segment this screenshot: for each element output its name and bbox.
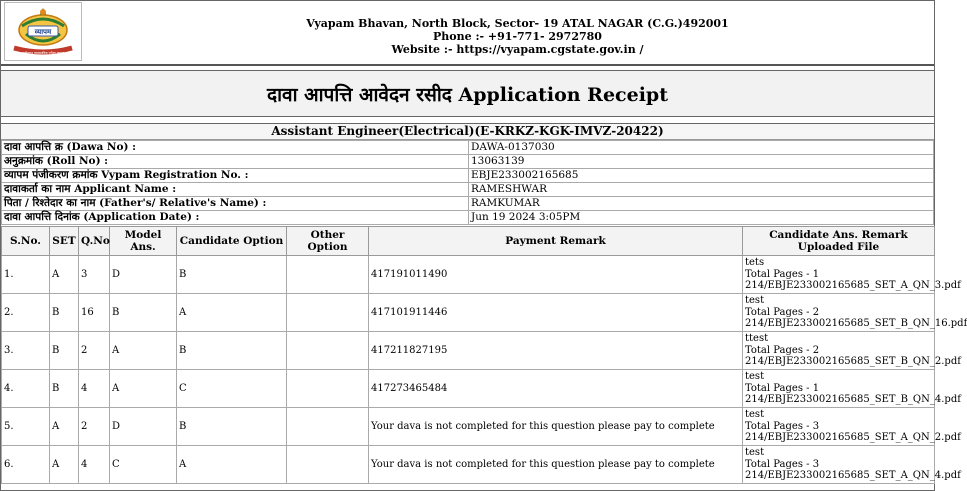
- remark-pages: Total Pages - 2: [745, 344, 820, 356]
- cell-set: A: [50, 408, 79, 446]
- cell-sno: 5.: [2, 408, 50, 446]
- cell-other-option: [287, 446, 369, 484]
- cell-sno: 3.: [2, 332, 50, 370]
- address-line: Vyapam Bhavan, North Block, Sector- 19 ATAL NAGAR (C.G.)492001: [306, 17, 729, 30]
- vyapam-emblem-icon: [8, 4, 78, 59]
- col-header-qno: Q.No: [79, 227, 110, 256]
- info-row-father-name: [2, 197, 934, 211]
- info-row-application-date: [2, 211, 934, 225]
- remark-pages: Total Pages - 3: [745, 420, 820, 432]
- table-row: [2, 408, 935, 446]
- remark-pages: Total Pages - 1: [745, 268, 820, 280]
- remark-file[interactable]: 214/EBJE233002165685_SET_B_QN_2.pdf: [745, 356, 961, 368]
- remark-text: ttest: [745, 333, 769, 345]
- cell-payment-remark: 417211827195: [369, 332, 743, 370]
- cell-payment-remark: 417191011490: [369, 256, 743, 294]
- vyapam-logo: [4, 2, 82, 61]
- cell-set: A: [50, 256, 79, 294]
- info-label: दावा आपत्ति क्र (Dawa No) :: [2, 141, 469, 155]
- remark-text: test: [745, 295, 765, 307]
- cell-set: A: [50, 446, 79, 484]
- info-value: RAMKUMAR: [469, 197, 934, 211]
- col-header-remark: [743, 227, 935, 256]
- info-value: DAWA-0137030: [469, 141, 934, 155]
- applicant-info-table: [1, 140, 934, 225]
- info-label: दावाकर्ता का नाम Applicant Name :: [2, 183, 469, 197]
- cell-qno: 16: [79, 294, 110, 332]
- cell-set: B: [50, 294, 79, 332]
- cell-model-ans: A: [110, 370, 177, 408]
- col-header-candidate-option: Candidate Option: [177, 227, 287, 256]
- cell-remark: [743, 370, 961, 408]
- cell-remark: [743, 332, 961, 370]
- col-header-sno: S.No.: [2, 227, 50, 256]
- info-label: व्यापम पंजीकरण क्रमांक Vypam Registration No. :: [2, 169, 469, 183]
- cell-remark: [743, 408, 961, 446]
- cell-qno: 2: [79, 408, 110, 446]
- cell-sno: 6.: [2, 446, 50, 484]
- cell-model-ans: B: [110, 294, 177, 332]
- table-row: [2, 256, 935, 294]
- cell-other-option: [287, 332, 369, 370]
- post-title: Assistant Engineer(Electrical)(E-KRKZ-KGK-IMVZ-20422): [1, 123, 934, 140]
- cell-set: B: [50, 370, 79, 408]
- col-header-model-ans: Model Ans.: [110, 227, 177, 256]
- cell-remark: [743, 446, 961, 484]
- col-header-set: SET: [50, 227, 79, 256]
- info-row-dawa-no: [2, 141, 934, 155]
- remark-text: test: [745, 409, 765, 421]
- col-header-remark-line2: Uploaded File: [797, 241, 880, 253]
- remark-text: test: [745, 447, 765, 459]
- cell-candidate-option: A: [177, 446, 287, 484]
- svg-text:छत्तीसगढ़ व्यावसायिक परीक्षा म: छत्तीसगढ़ व्यावसायिक परीक्षा मण्डल: [21, 51, 65, 55]
- cell-other-option: [287, 256, 369, 294]
- page-title: दावा आपत्ति आवेदन रसीद Application Receipt: [1, 70, 934, 117]
- cell-model-ans: D: [110, 256, 177, 294]
- remark-pages: Total Pages - 2: [745, 306, 820, 318]
- cell-set: B: [50, 332, 79, 370]
- info-label: अनुक्रमांक (Roll No) :: [2, 155, 469, 169]
- info-value: RAMESHWAR: [469, 183, 934, 197]
- cell-payment-remark: Your dava is not completed for this question please pay to complete: [369, 446, 743, 484]
- info-row-roll-no: [2, 155, 934, 169]
- website-line: Website :- https://vyapam.cgstate.gov.in /: [391, 43, 644, 56]
- remark-file[interactable]: 214/EBJE233002165685_SET_A_QN_2.pdf: [745, 432, 961, 444]
- info-value: EBJE233002165685: [469, 169, 934, 183]
- objection-table: [1, 226, 967, 484]
- cell-remark: [743, 256, 961, 294]
- cell-payment-remark: 417273465484: [369, 370, 743, 408]
- cell-model-ans: D: [110, 408, 177, 446]
- cell-qno: 4: [79, 370, 110, 408]
- cell-payment-remark: Your dava is not completed for this question please pay to complete: [369, 408, 743, 446]
- table-header-row: [2, 227, 935, 256]
- remark-pages: Total Pages - 1: [745, 382, 820, 394]
- cell-other-option: [287, 408, 369, 446]
- info-value: Jun 19 2024 3:05PM: [469, 211, 934, 225]
- cell-remark: [743, 294, 967, 332]
- remark-file[interactable]: 214/EBJE233002165685_SET_B_QN_16.pdf: [745, 318, 967, 330]
- table-row: [2, 446, 935, 484]
- cell-candidate-option: C: [177, 370, 287, 408]
- cell-sno: 2.: [2, 294, 50, 332]
- cell-candidate-option: B: [177, 332, 287, 370]
- cell-sno: 4.: [2, 370, 50, 408]
- table-row: [2, 294, 935, 332]
- remark-pages: Total Pages - 3: [745, 458, 820, 470]
- cell-other-option: [287, 294, 369, 332]
- svg-text:व्यापम: व्यापम: [34, 28, 52, 36]
- cell-model-ans: C: [110, 446, 177, 484]
- table-row: [2, 332, 935, 370]
- cell-qno: 4: [79, 446, 110, 484]
- phone-line: Phone :- +91-771- 2972780: [433, 30, 602, 43]
- info-value: 13063139: [469, 155, 934, 169]
- table-row: [2, 370, 935, 408]
- col-header-remark-line1: Candidate Ans. Remark: [769, 229, 908, 241]
- cell-qno: 3: [79, 256, 110, 294]
- office-address: [101, 17, 934, 56]
- info-row-registration-no: [2, 169, 934, 183]
- col-header-payment-remark: Payment Remark: [369, 227, 743, 256]
- cell-candidate-option: B: [177, 408, 287, 446]
- info-label: दावा आपत्ति दिनांक (Application Date) :: [2, 211, 469, 225]
- remark-text: test: [745, 371, 765, 383]
- cell-qno: 2: [79, 332, 110, 370]
- cell-sno: 1.: [2, 256, 50, 294]
- cell-model-ans: A: [110, 332, 177, 370]
- remark-file[interactable]: 214/EBJE233002165685_SET_A_QN_3.pdf: [745, 280, 961, 292]
- cell-candidate-option: A: [177, 294, 287, 332]
- info-label: पिता / रिश्तेदार का नाम (Father's/ Relative's Name) :: [2, 197, 469, 211]
- cell-other-option: [287, 370, 369, 408]
- remark-text: tets: [745, 257, 765, 269]
- remark-file[interactable]: 214/EBJE233002165685_SET_B_QN_4.pdf: [745, 394, 961, 406]
- col-header-other-option: Other Option: [287, 227, 369, 256]
- cell-candidate-option: B: [177, 256, 287, 294]
- cell-payment-remark: 417101911446: [369, 294, 743, 332]
- remark-file[interactable]: 214/EBJE233002165685_SET_A_QN_4.pdf: [745, 470, 961, 482]
- receipt-header: [1, 1, 934, 66]
- info-row-applicant-name: [2, 183, 934, 197]
